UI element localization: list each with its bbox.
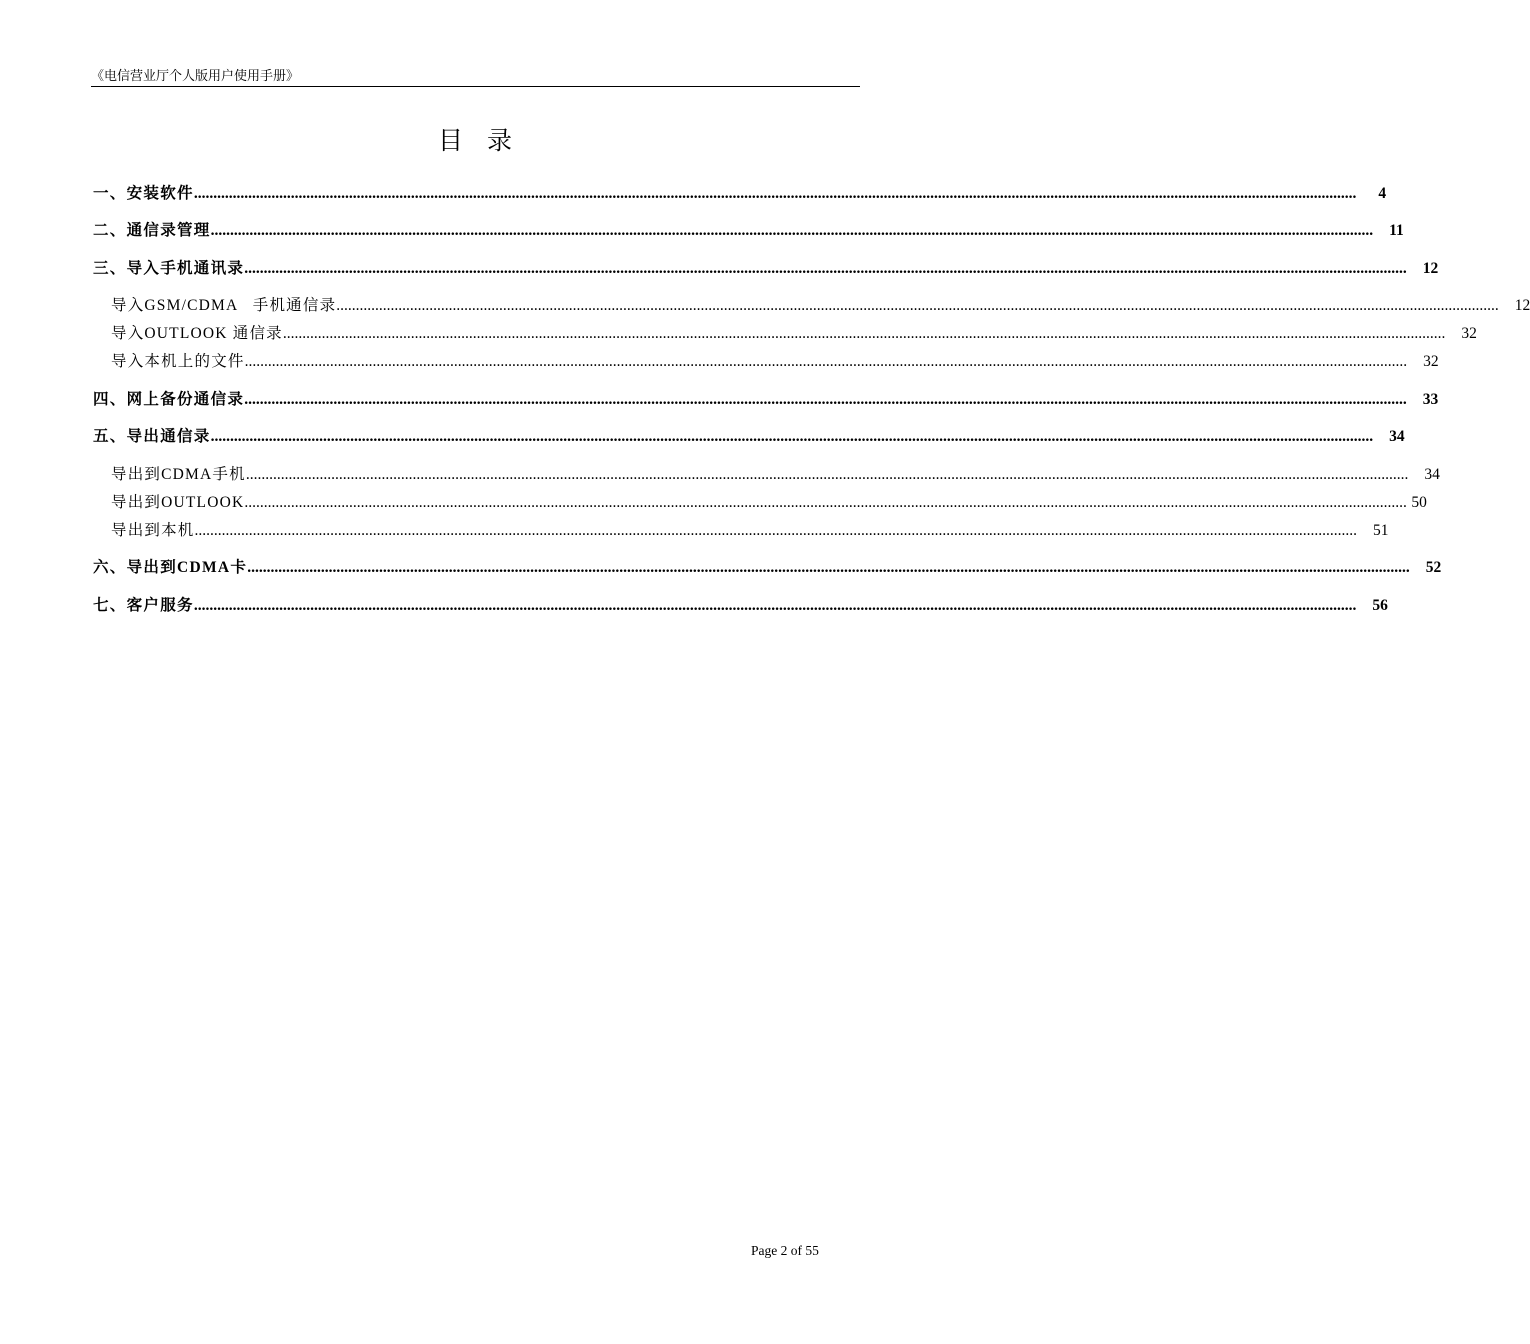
toc-dot-leader: ............................................................................................................................................................................................................................................................................................................ <box>244 391 1407 408</box>
toc-entry-install[interactable] <box>93 182 1387 204</box>
toc-entry-export[interactable] <box>93 425 1405 447</box>
toc-entry-page: 4 <box>1378 185 1387 202</box>
toc-entry-export-card[interactable] <box>93 556 1442 578</box>
toc-dot-leader: ............................................................................................................................................................................................................................................................................................................ <box>194 522 1358 539</box>
toc-entry-text: 六、导出到CDMA卡 <box>93 559 248 576</box>
toc-dot-leader: ............................................................................................................................................................................................................................................................................................................ <box>210 428 1374 445</box>
toc-entry-text: 三、导入手机通讯录 <box>93 260 245 277</box>
toc-dot-leader: ............................................................................................................................................................................................................................................................................................................ <box>336 297 1499 314</box>
toc-entry-page: 12 <box>1514 297 1530 314</box>
toc-entry-import-local[interactable] <box>93 350 1439 372</box>
page-number: Page 2 of 55 <box>751 1243 819 1258</box>
toc-entry-text: 五、导出通信录 <box>93 428 211 445</box>
toc-entry-service[interactable] <box>93 594 1388 616</box>
toc-dot-leader: ............................................................................................................................................................................................................................................................................................................ <box>245 466 1409 483</box>
toc-entry-export-outlook[interactable] <box>93 491 1427 513</box>
toc-title: 目录 <box>437 128 536 155</box>
toc-dot-leader: ............................................................................................................................................................................................................................................................................................................ <box>193 185 1357 202</box>
toc-dot-leader: ............................................................................................................................................................................................................................................................................................................ <box>193 597 1357 614</box>
toc-entry-text: 四、网上备份通信录 <box>93 391 245 408</box>
toc-entry-page: 32 <box>1423 353 1439 370</box>
toc-entry-page: 12 <box>1422 260 1439 277</box>
toc-entry-backup[interactable] <box>93 388 1439 410</box>
toc-entry-page: 51 <box>1373 522 1389 539</box>
toc-entry-export-local[interactable] <box>93 519 1389 541</box>
header-doc-title: 《电信营业厅个人版用户使用手册》 <box>91 68 300 83</box>
toc-dot-leader: ............................................................................................................................................................................................................................................................................................................ <box>247 559 1410 576</box>
toc-entry-text: 导出到本机 <box>111 522 195 539</box>
toc-entry-text: 导入OUTLOOK 通信录 <box>111 325 283 342</box>
toc-entry-import-outlook[interactable] <box>93 322 1477 344</box>
toc-entry-page: 11 <box>1389 222 1404 239</box>
toc-entry-page: 34 <box>1424 466 1440 483</box>
toc-entry-page: 33 <box>1422 391 1439 408</box>
toc-dot-leader: ............................................................................................................................................................................................................................................................................................................ <box>282 325 1446 342</box>
running-header <box>91 68 860 87</box>
toc-entry-import-gsm[interactable] <box>93 294 1530 316</box>
toc-entry-text: 七、客户服务 <box>93 597 194 614</box>
toc-entry-text: 二、通信录管理 <box>93 222 211 239</box>
toc-entry-page: 50 <box>1411 494 1427 511</box>
toc-entry-page: 34 <box>1389 428 1405 445</box>
toc-entry-import-phone[interactable] <box>93 257 1439 279</box>
toc-entry-text: 导入本机上的文件 <box>111 353 245 370</box>
toc-entry-contacts[interactable] <box>93 219 1404 241</box>
toc-dot-leader: ............................................................................................................................................................................................................................................................................................................ <box>244 494 1407 511</box>
toc-entry-text: 导出到OUTLOOK <box>111 494 245 511</box>
toc-dot-leader: ............................................................................................................................................................................................................................................................................................................ <box>244 260 1407 277</box>
toc-entry-text: 导入GSM/CDMA 手机通信录 <box>111 297 337 314</box>
toc-entry-page: 56 <box>1372 597 1388 614</box>
toc-entry-export-cdma-phone[interactable] <box>93 463 1440 485</box>
toc-dot-leader: ............................................................................................................................................................................................................................................................................................................ <box>210 222 1374 239</box>
toc-dot-leader: ............................................................................................................................................................................................................................................................................................................ <box>244 353 1408 370</box>
toc-entry-text: 一、安装软件 <box>93 185 194 202</box>
toc-entry-page: 32 <box>1461 325 1477 342</box>
toc-entry-text: 导出到CDMA手机 <box>111 466 246 483</box>
toc-entry-page: 52 <box>1425 559 1442 576</box>
